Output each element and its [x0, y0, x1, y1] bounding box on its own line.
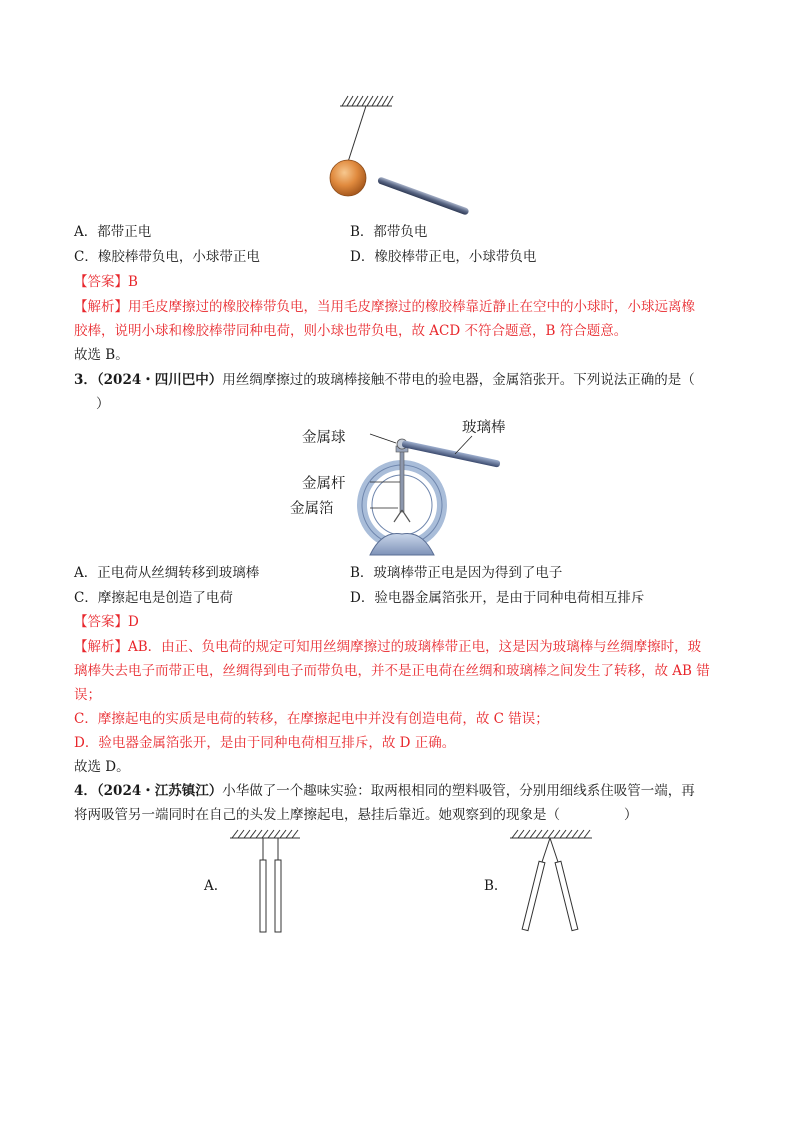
q3-analysis-line-4: C．摩擦起电的实质是电荷的转移，在摩擦起电中并没有创造电荷，故 C 错误； [74, 711, 549, 727]
q2-option-a: A．都带正电 [74, 224, 152, 240]
q3-answer: 【答案】D [74, 614, 139, 630]
pendulum-figure [320, 92, 480, 217]
q3-analysis-line-1: 【解析】AB．由正、负电荷的规定可知用丝绸摩擦过的玻璃棒带正电，这是因为玻璃棒与丝绸摩擦时，玻 [74, 639, 702, 655]
straw [275, 860, 281, 932]
q2-analysis-line-2: 胶棒，说明小球和橡胶棒带同种电荷，则小球也带负电，故 ACD 不符合题意，B 符合题意。 [74, 323, 628, 339]
charged-ball [330, 160, 366, 196]
rubber-rod [377, 176, 470, 215]
q4-option-b-figure [508, 828, 598, 938]
q2-option-d: D．橡胶棒带正电，小球带负电 [350, 249, 537, 265]
q4-stem-text: 小华做了一个趣味实验：取两根相同的塑料吸管，分别用细线系住吸管一端，再 [222, 783, 695, 799]
label-glass-rod: 玻璃棒 [462, 420, 506, 436]
q2-option-c: C．橡胶棒带负电，小球带正电 [74, 249, 260, 265]
q3-source: （2024・四川巴中） [96, 372, 223, 388]
q4-number: 4． [74, 783, 97, 799]
q3-analysis-line-5: D．验电器金属箔张开，是由于同种电荷相互排斥，故 D 正确。 [74, 735, 456, 751]
q4-stem-line-1 [74, 781, 695, 801]
q4-stem-text-2: 将两吸管另一端同时在自己的头发上摩擦起电，悬挂后靠近。她观察到的现象是（ [74, 807, 560, 823]
q4-option-b-label: B. [484, 878, 499, 894]
metal-foil [394, 510, 402, 522]
q3-analysis-line-2: 璃棒失去电子而带正电，丝绸得到电子而带负电，并不是正电荷在丝绸和玻璃棒之间发生了转移，故 AB 错 [74, 663, 710, 679]
q4-stem-close-paren: ） [624, 807, 638, 823]
straw [555, 861, 578, 930]
q3-option-d: D．验电器金属箔张开，是由于同种电荷相互排斥 [350, 590, 645, 606]
label-metal-ball: 金属球 [302, 430, 346, 446]
q3-stem-text: 用丝绸摩擦过的玻璃棒接触不带电的验电器，金属箔张开。下列说法正确的是（ [222, 372, 695, 388]
q3-stem-line-1 [74, 370, 695, 390]
q3-analysis-line-3: 误； [74, 687, 101, 703]
q2-option-b: B．都带负电 [350, 224, 428, 240]
q2-analysis-line-1: 【解析】用毛皮摩擦过的橡胶棒带负电，当用毛皮摩擦过的橡胶棒靠近静止在空中的小球时，小球远离橡 [74, 299, 695, 315]
q4-stem-line-2 [74, 805, 638, 825]
electroscope-figure [330, 430, 510, 560]
q3-conclusion: 故选 D。 [74, 759, 130, 775]
q3-number: 3． [74, 372, 97, 388]
q3-option-a: A．正电荷从丝绸转移到玻璃棒 [74, 565, 260, 581]
q4-source: （2024・江苏镇江） [96, 783, 223, 799]
q4-option-a-figure [228, 828, 308, 938]
q2-conclusion: 故选 B。 [74, 347, 129, 363]
q3-option-c: C．摩擦起电是创造了电荷 [74, 590, 233, 606]
label-metal-foil: 金属箔 [290, 501, 334, 517]
pendulum-thread [348, 106, 366, 162]
ceiling-hatch [340, 96, 393, 106]
metal-stem [400, 450, 404, 512]
straw [522, 861, 545, 930]
q3-stem-line-2: ） [96, 396, 110, 412]
q3-option-b: B．玻璃棒带正电是因为得到了电子 [350, 565, 563, 581]
q4-option-a-label: A. [204, 878, 219, 894]
straw [260, 860, 266, 932]
q2-answer: 【答案】B [74, 274, 138, 290]
label-metal-stem: 金属杆 [302, 476, 346, 492]
